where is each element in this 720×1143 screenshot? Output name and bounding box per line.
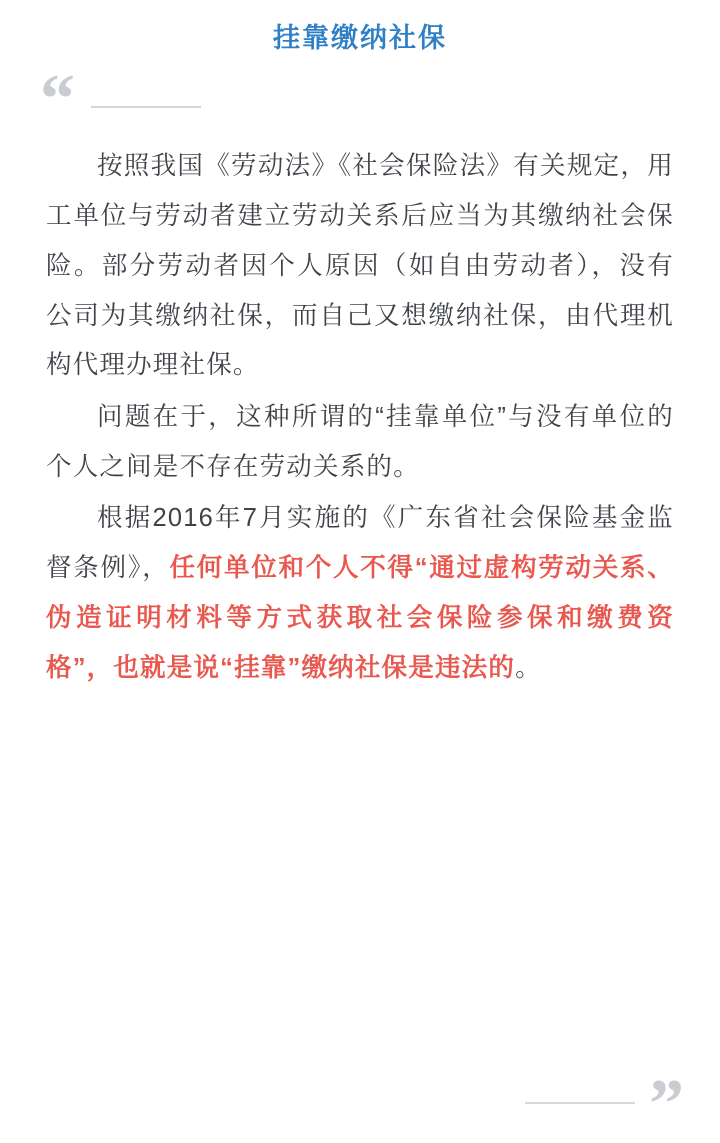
paragraph-1 (46, 142, 674, 391)
paragraph-2 (46, 393, 674, 492)
quote-close-icon: ” (649, 1066, 686, 1143)
divider-right (525, 1102, 635, 1104)
article-body (0, 120, 720, 693)
paragraph-2-text: 问题在于，这种所谓的“挂靠单位”与没有单位的个人之间是不存在劳动关系的。 (46, 402, 674, 481)
paragraph-1-text: 按照我国《劳动法》《社会保险法》有关规定，用工单位与劳动者建立劳动关系后应当为其缴纳社会保险。部分劳动者因个人原因（如自由劳动者），没有公司为其缴纳社保，而自己又想缴纳社保，由代理机构代理办理社保。 (46, 152, 674, 380)
paragraph-3-text-lead: 根据2016年7月实施的《广东省社会保险基金监督条例》， (46, 504, 674, 583)
quote-close-decoration (525, 1066, 686, 1143)
paragraph-3 (46, 494, 674, 693)
page-title: 挂靠缴纳社保 (273, 23, 447, 53)
paragraph-3-text-tail: 。 (515, 653, 542, 682)
divider-left (91, 106, 201, 108)
quote-open-icon: “ (40, 61, 77, 139)
paragraph-3-text-highlight: 任何单位和个人不得“通过虚构劳动关系、伪造证明材料等方式获取社会保险参保和缴费资格”，也就是说“挂靠”缴纳社保是违法的 (46, 554, 674, 682)
quote-open-decoration (0, 61, 720, 139)
